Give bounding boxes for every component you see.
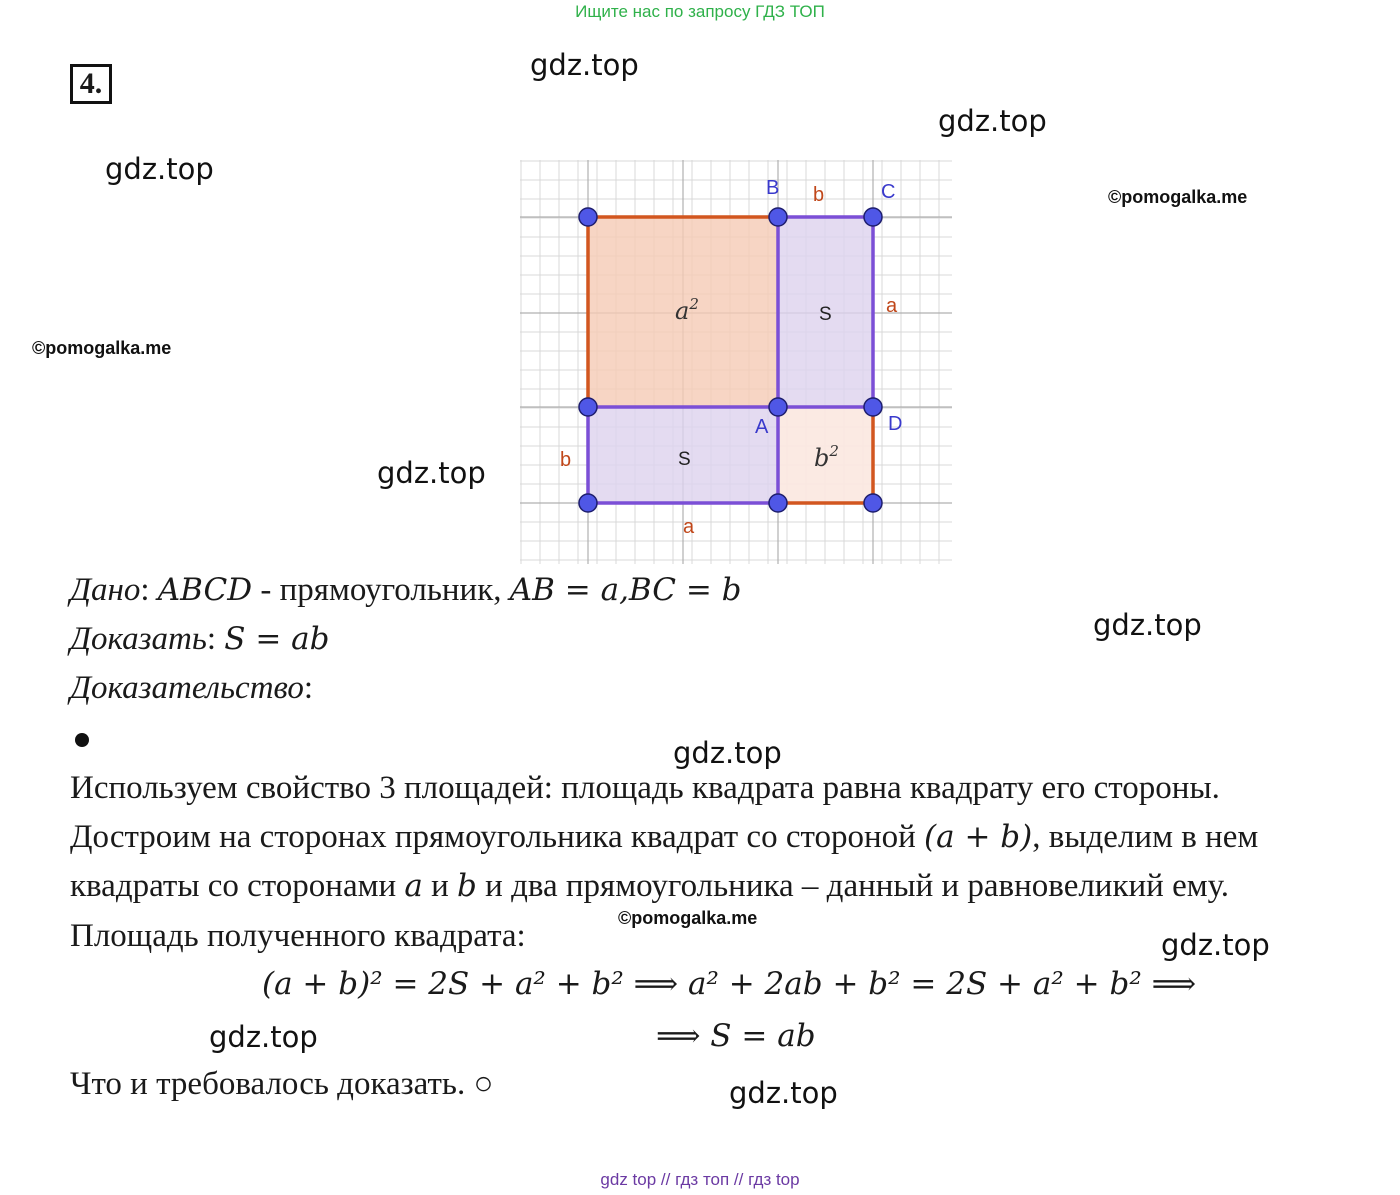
label-a-squared: $a^2$ [675,295,699,325]
watermark-gdz: gdz.top [938,104,1047,138]
point-label-a: A [755,416,769,438]
point-bottom-left [579,494,597,512]
point-a [769,398,787,416]
paragraph-line-3-text: квадраты со сторонами [70,868,405,904]
watermark-gdz: gdz.top [209,1020,318,1054]
point-label-c: C [881,181,896,203]
point-bottom-right [864,494,882,512]
point-bottom-mid [769,494,787,512]
side-label-b-top: b [813,184,825,206]
var-a: a [404,868,423,904]
prove-label: Доказать [70,621,207,657]
side-label-b-left: b [560,449,572,471]
conclusion: Что и требовалось доказать. ○ [70,1066,494,1102]
point-b [769,208,787,226]
watermark-gdz: gdz.top [729,1076,838,1110]
given-colon: : [140,572,150,608]
label-b-squared: $b^2$ [814,442,839,472]
point-mid-left [579,398,597,416]
given-conditions: AB = a,BC = b [509,572,742,608]
prove-statement: S = ab [224,621,330,657]
given-line [70,572,742,609]
watermark-gdz: gdz.top [673,736,782,770]
var-b: b [457,868,477,904]
point-c [864,208,882,226]
given-text: - прямоугольник, [252,572,510,608]
paragraph-line-2 [70,819,1258,856]
watermark-pomogalka: ©pomogalka.me [32,338,172,358]
watermark-gdz: gdz.top [1161,928,1270,962]
formula-expansion: (a + b)² = 2S + a² + b² ⟹ a² + 2ab + b² = 2S + a² + b² ⟹ [262,966,1197,1002]
problem-number: 4. [70,64,112,104]
given-label: Дано [70,572,141,608]
watermark-pomogalka: ©pomogalka.me [1108,187,1248,207]
label-s-left: S [678,449,691,470]
side-label-a-bottom: a [683,516,695,538]
square-decomposition-figure [520,160,952,564]
proof-heading [70,670,313,707]
paragraph-line-3-and: и [422,868,458,904]
side-label-a-right: a [886,295,898,317]
proof-label: Доказательство [70,670,304,706]
watermark-gdz: gdz.top [530,48,639,82]
paragraph-line-4: Площадь полученного квадрата: [70,918,526,954]
paragraph-line-3-tail: и два прямоугольника – данный и равновеликий ему. [476,868,1230,904]
point-label-d: D [888,413,903,435]
footer-links: gdz top // гдз топ // гдз top [600,1170,800,1189]
paragraph-line-2-tail: , выделим в нем [1032,819,1259,855]
proof-colon: : [303,670,314,706]
prove-colon: : [206,621,217,657]
side-expression: (a + b) [924,819,1033,855]
watermark-gdz: gdz.top [1093,608,1202,642]
paragraph-line-1: Используем свойство 3 площадей: площадь квадрата равна квадрату его стороны. [70,770,1220,806]
search-banner: Ищите нас по запросу ГДЗ ТОП [575,2,825,21]
watermark-gdz: gdz.top [105,152,214,186]
given-figure-name: ABCD [157,572,253,608]
label-s-top: S [819,304,832,325]
paragraph-line-3 [70,868,1229,905]
point-d [864,398,882,416]
point-top-left [579,208,597,226]
formula-result: ⟹ S = ab [656,1018,816,1054]
prove-line [70,621,330,658]
watermark-gdz: gdz.top [377,456,486,490]
watermark-pomogalka: ©pomogalka.me [618,908,758,928]
paragraph-line-2-text: Достроим на сторонах прямоугольника квадрат со стороной [70,819,925,855]
point-label-b: B [766,177,780,199]
bullet-point [75,733,89,747]
